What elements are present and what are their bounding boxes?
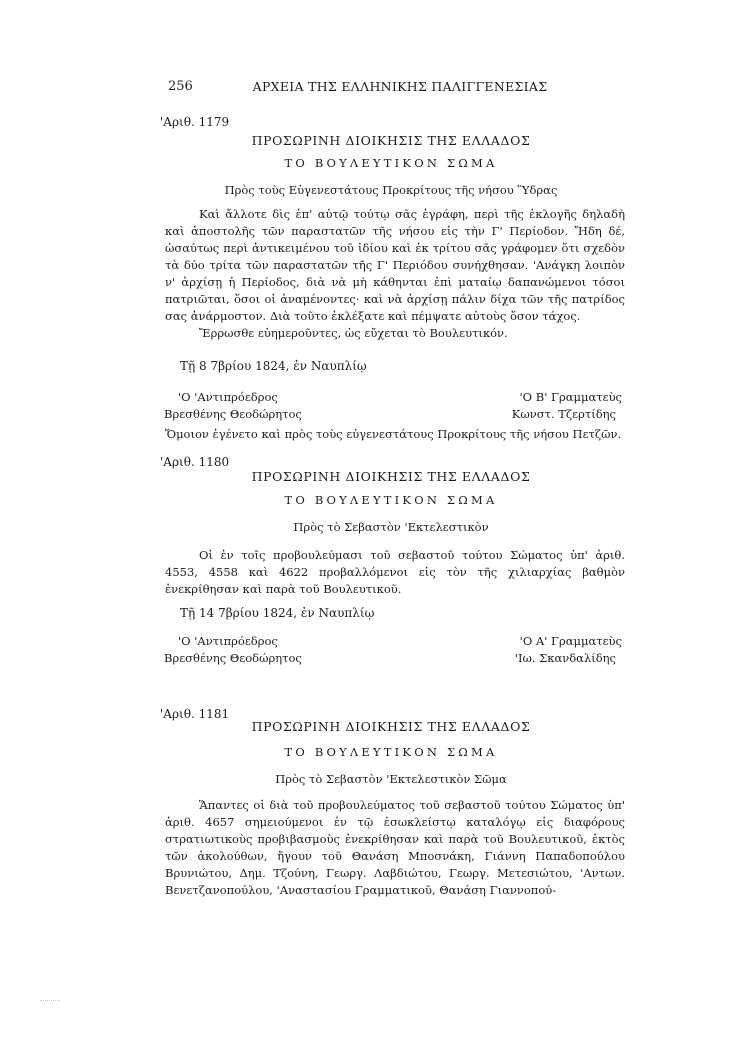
signature-role: 'Ο Β' Γραμματεὺς [519,390,622,404]
document-addressee: Πρὸς τὸ Σεβαστὸν 'Εκτελεστικὸν Σῶμα [275,772,507,786]
signature-name: Βρεσθένης Θεοδώρητος [164,651,302,665]
body-paragraph: Ἅπαντες οἱ διὰ τοῦ προβουλεύματος τοῦ σεβαστοῦ τούτου Σώματος ὑπ' ἀριθ. 4657 σημειούμενοι ἐν τῷ ἐσωκλείστῳ καταλόγῳ εἰς διαφόρους στρατιωτικοὺς προβιβασμοὺς ἐνεκρίθησαν καὶ παρὰ τοῦ Βουλευτικοῦ, ἐκτὸς τῶν ἀκολούθων, ἤγουν τοῦ Θανάση Μποσνάκη, Γιάννη Παπαδοπούλου Βρυνιώτου, Δημ. Τζούνη, Γεωργ. Λαβδιώτου, Γεωργ. Μετεσιώτου, 'Αντων. Βενετζανοπούλου, 'Αναστασίου Γραμματικοῦ, Θανάση Γιαννοπού- [165,798,625,897]
document-number: 'Αριθ. 1180 [160,455,230,469]
body-paragraph: Ἔρρωσθε εὐημεροῦντες, ὡς εὔχεται τὸ Βουλευτικόν. [199,326,508,340]
signature-name: Βρεσθένης Θεοδώρητος [164,407,302,421]
signature-role: 'Ο 'Αντιπρόεδρος [178,634,278,648]
running-title [0,79,744,94]
document-subheading: ΤΟ ΒΟΥΛΕΥΤΙΚΟΝ ΣΩΜΑ [284,493,498,507]
document-subheading: ΤΟ ΒΟΥΛΕΥΤΙΚΟΝ ΣΩΜΑ [284,745,498,759]
document-subheading: ΤΟ ΒΟΥΛΕΥΤΙΚΟΝ ΣΩΜΑ [284,156,498,170]
document-heading: ΠΡΟΣΩΡΙΝΗ ΔΙΟΙΚΗΣΙΣ ΤΗΣ ΕΛΛΑΔΟΣ [251,133,531,148]
running-title-text: ΑΡΧΕΙΑ ΤΗΣ ΕΛΛΗΝΙΚΗΣ ΠΑΛΙΓΓΕΝΕΣΙΑΣ [252,79,548,94]
document-heading: ΠΡΟΣΩΡΙΝΗ ΔΙΟΙΚΗΣΙΣ ΤΗΣ ΕΛΛΑΔΟΣ [251,719,531,734]
document-addressee: Πρὸς τοὺς Εὐγενεστάτους Προκρίτους τῆς νήσου Ὕδρας [224,183,558,197]
signature-name: Κωνστ. Τζερτίδης [511,407,616,421]
body-paragraph: Οἱ ἐν τοῖς προβουλεύμασι τοῦ σεβαστοῦ τούτου Σώματος ὑπ' ἀριθ. 4553, 4558 καὶ 4622 προβαλλόμενοι εἰς τὸν τῆς χιλιαρχίας βαθμὸν ἐνεκρίθησαν καὶ παρὰ τοῦ Βουλευτικοῦ. [165,548,625,596]
signature-right [0,389,622,423]
signature-role: 'Ο 'Αντιπρόεδρος [178,390,278,404]
document-heading: ΠΡΟΣΩΡΙΝΗ ΔΙΟΙΚΗΣΙΣ ΤΗΣ ΕΛΛΑΔΟΣ [251,469,531,484]
document-note: Ὅμοιον ἐγένετο καὶ πρὸς τοὺς εὐγενεστάτους Προκρίτους τῆς νήσου Πετζῶν. [165,427,622,441]
page-number: 256 [168,79,193,94]
body-paragraph: Καὶ ἄλλοτε δὶς ἐπ' αὐτῷ τούτῳ σᾶς ἐγράφη, περὶ τῆς ἐκλογῆς δηλαδὴ καὶ ἀποστολῆς τῶν παραστατῶν τῆς νήσου εἰς τὴν Γ' Περίοδον. Ἤδη δέ, ὡσαύτως περὶ ἀντικειμένου τοῦ ἰδίου καὶ ἐκ τρίτου σᾶς γράφομεν ὅτι σχεδὸν τὰ δύο τρίτα τῶν παραστατῶν τῆς Γ' Περιόδου συνήχθησαν. 'Ανάγκη λοιπὸν ν' ἀρχίσῃ ἡ Περίοδος, διὰ νὰ μὴ κάθηνται ἐπὶ ματαίῳ δαπανώμενοι τόσοι πατριῶται, ὅσοι οἱ ἀναμένοντες· καὶ νὰ ἀρχίσῃ πάλιν δίχα τῶν τῆς πατρίδος σας ἀνάρμοστον. Διὰ τοῦτο ἐκλέξατε καὶ πέμψατε αὐτοὺς ὅσον τάχος. [165,207,625,323]
signature-role: 'Ο Α' Γραμματεὺς [519,634,622,648]
document-date: Τῇ 14 7βρίου 1824, ἐν Ναυπλίῳ [180,606,375,620]
document-number: 'Αριθ. 1179 [160,115,230,129]
document-body [165,547,625,598]
document-addressee: Πρὸς τὸ Σεβαστὸν 'Εκτελεστικὸν [293,520,489,534]
document-number: 'Αριθ. 1181 [160,707,230,721]
signature-right [0,633,622,667]
document-body [165,206,625,342]
document-body [165,797,625,899]
signature-name: 'Ιω. Σκανδαλίδης [514,651,616,665]
scan-mark [40,1000,60,1002]
document-date: Τῇ 8 7βρίου 1824, ἐν Ναυπλίῳ [180,359,367,373]
